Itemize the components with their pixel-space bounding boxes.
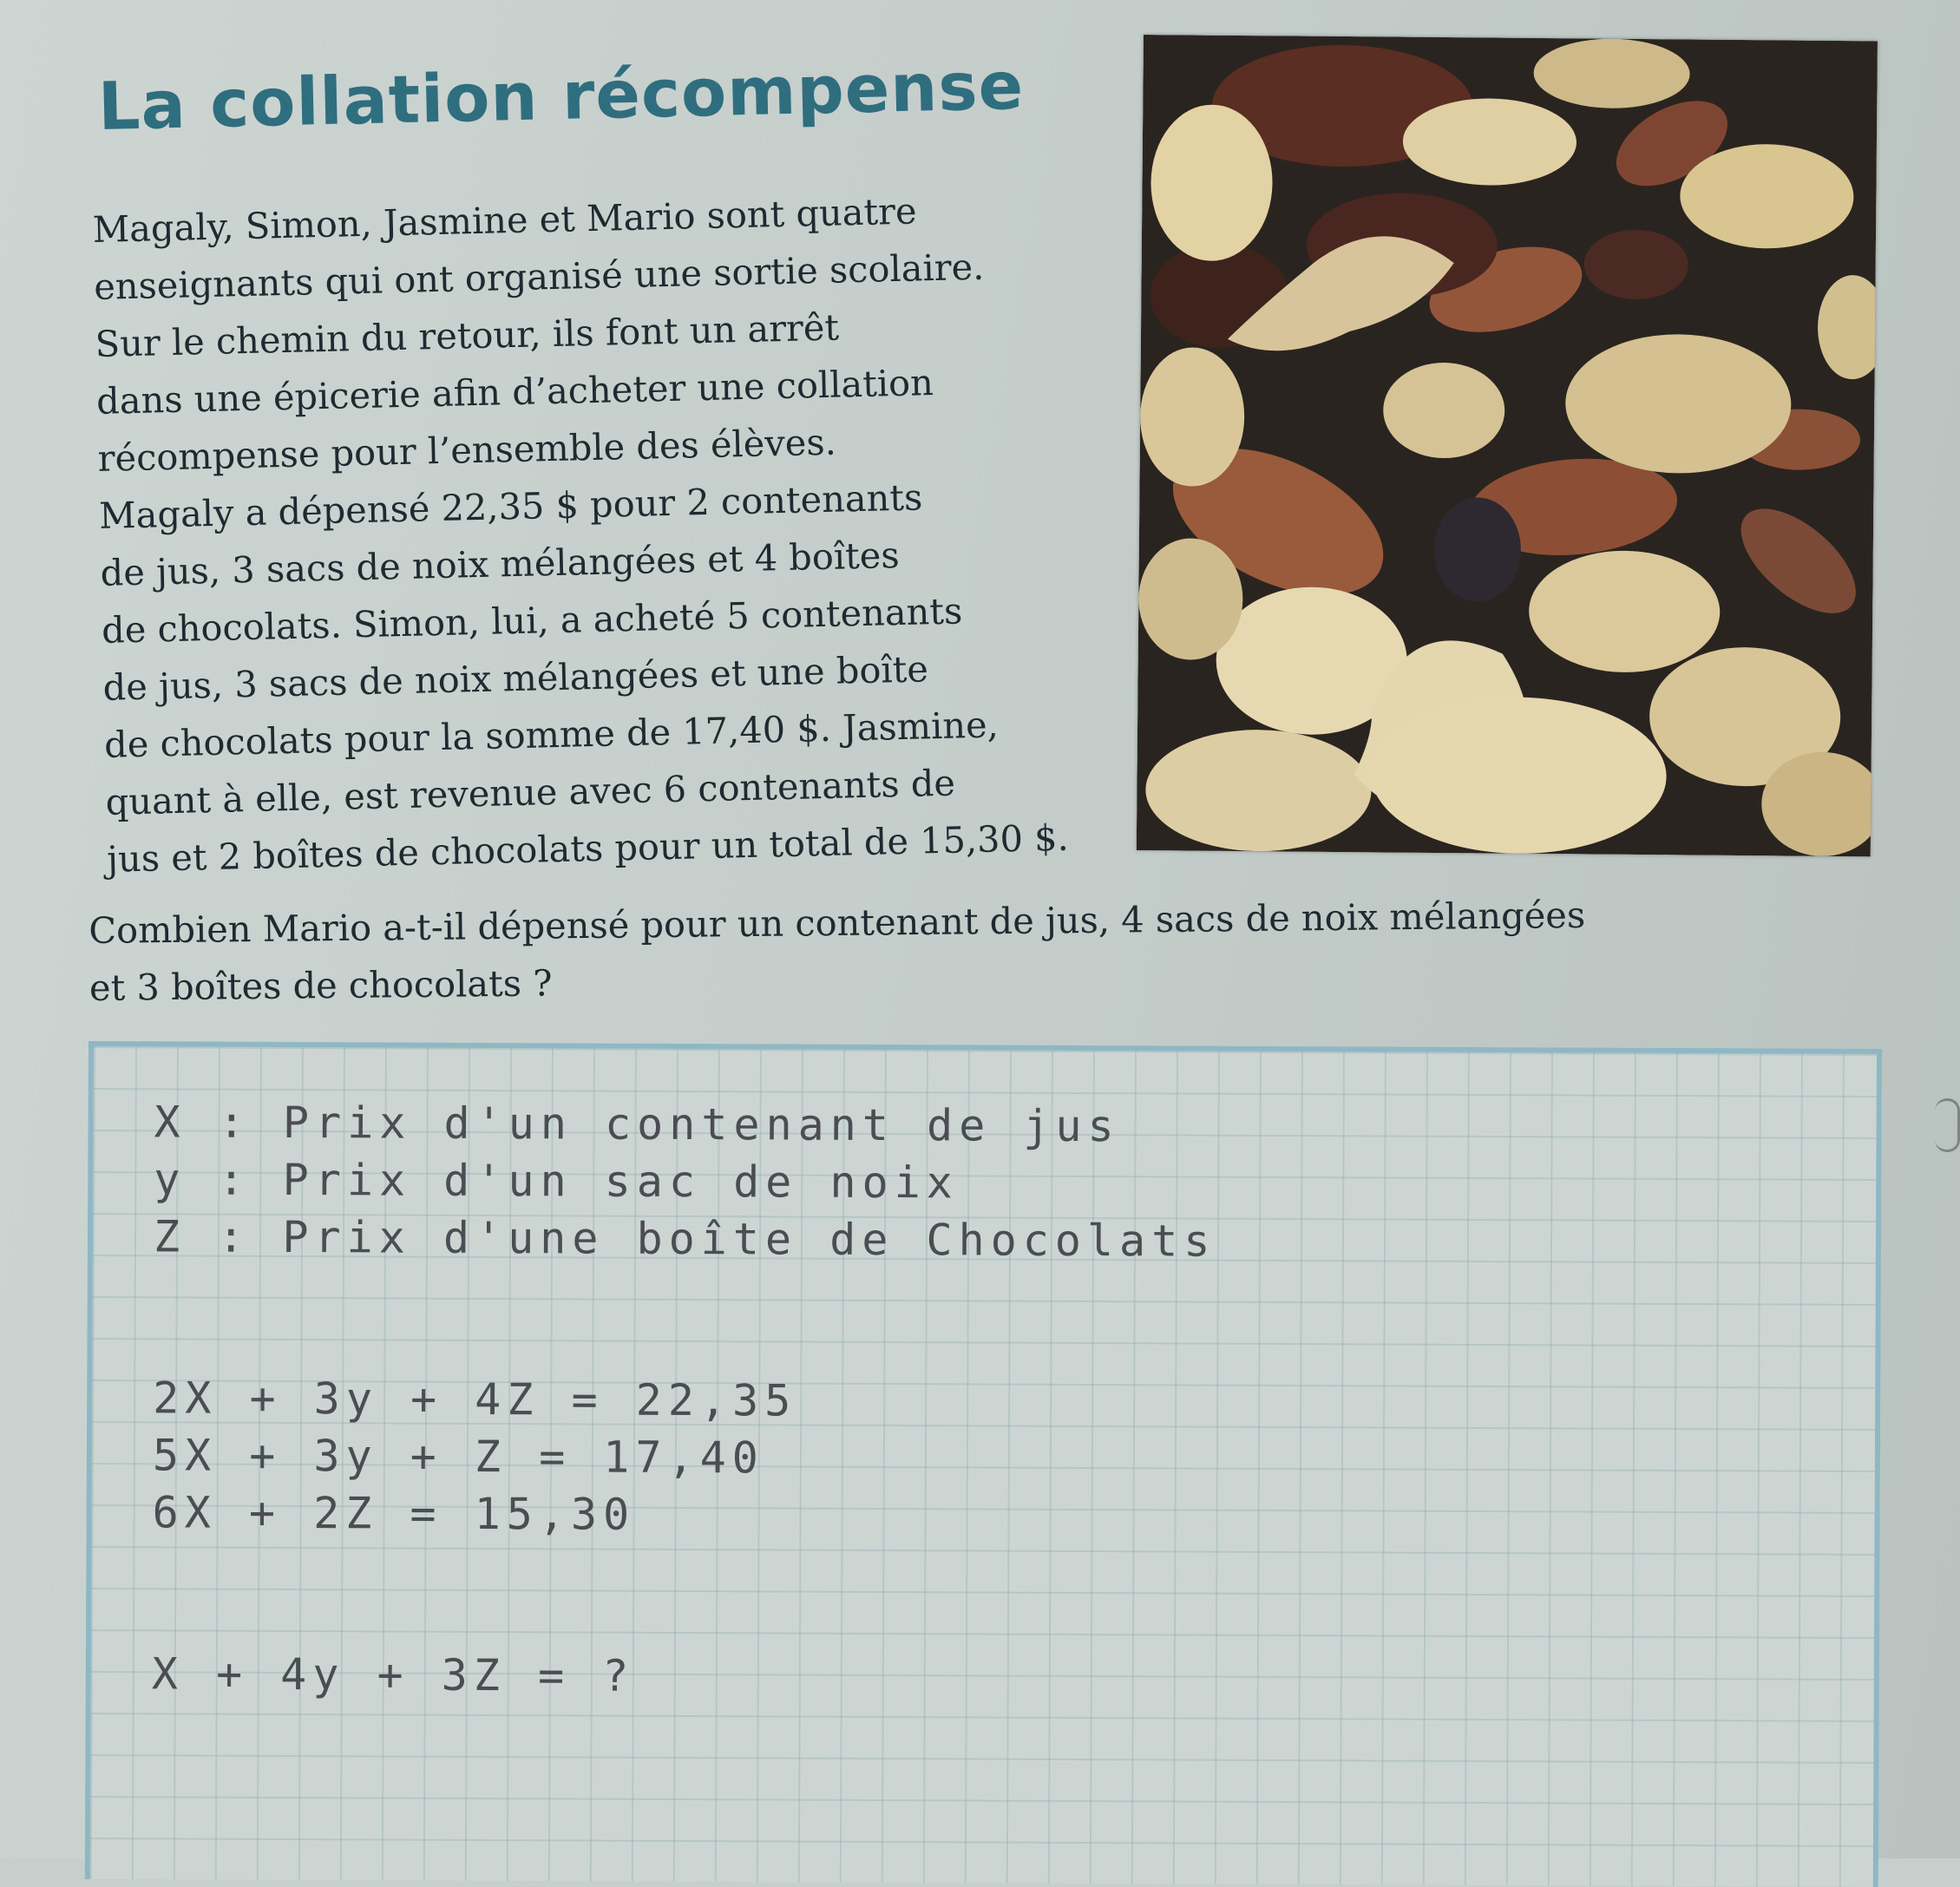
problem-line: quant à elle, est revenue avec 6 contenants de	[105, 761, 956, 823]
handwritten-work	[152, 1097, 1216, 1710]
problem-line: Magaly a dépensé 22,35 $ pour 2 contenants	[98, 475, 923, 537]
question-text	[88, 884, 1825, 1017]
variable-definition: y : Prix d'un sac de noix	[154, 1154, 960, 1209]
problem-line: de jus, 3 sacs de noix mélangées et une boîte	[102, 647, 929, 709]
problem-line: de chocolats pour la somme de 17,40 $. Jasmine,	[103, 703, 1000, 766]
mixed-nuts-image	[1137, 35, 1878, 856]
problem-line: de chocolats. Simon, lui, a acheté 5 contenants	[101, 589, 963, 652]
equation: 5X + 3y + Z = 17,40	[152, 1430, 764, 1484]
goal-expression: X + 4y + 3Z = ?	[151, 1648, 635, 1701]
equation: 2X + 3y + 4Z = 22,35	[153, 1373, 797, 1426]
equation: 6X + 2Z = 15,30	[152, 1487, 636, 1540]
problem-line: dans une épicerie afin d’acheter une collation	[95, 361, 934, 423]
question-line: Combien Mario a-t-il dépensé pour un contenant de jus, 4 sacs de noix mélangées	[88, 893, 1586, 952]
problem-line: de jus, 3 sacs de noix mélangées et 4 boîtes	[100, 533, 901, 594]
variable-definition: Z : Prix d'une boîte de Chocolats	[153, 1211, 1216, 1267]
problem-line: Magaly, Simon, Jasmine et Mario sont quatre	[92, 189, 918, 251]
problem-line: enseignants qui ont organisé une sortie scolaire.	[93, 245, 985, 308]
answer-grid-box[interactable]	[85, 1041, 1882, 1887]
mixed-nuts-photo	[1137, 35, 1878, 856]
problem-line: Sur le chemin du retour, ils font un arrêt	[95, 305, 840, 365]
question-line: et 3 boîtes de chocolats ?	[88, 961, 553, 1009]
variable-definition: X : Prix d'un contenant de jus	[154, 1097, 1120, 1152]
problem-line: jus et 2 boîtes de chocolats pour un total de 15,30 $.	[106, 816, 1070, 881]
problem-line: récompense pour l’ensemble des élèves.	[97, 420, 837, 480]
problem-text	[92, 179, 1114, 888]
binder-ring-hole	[1935, 1098, 1960, 1152]
page-title: La collation récompense	[97, 46, 1026, 145]
